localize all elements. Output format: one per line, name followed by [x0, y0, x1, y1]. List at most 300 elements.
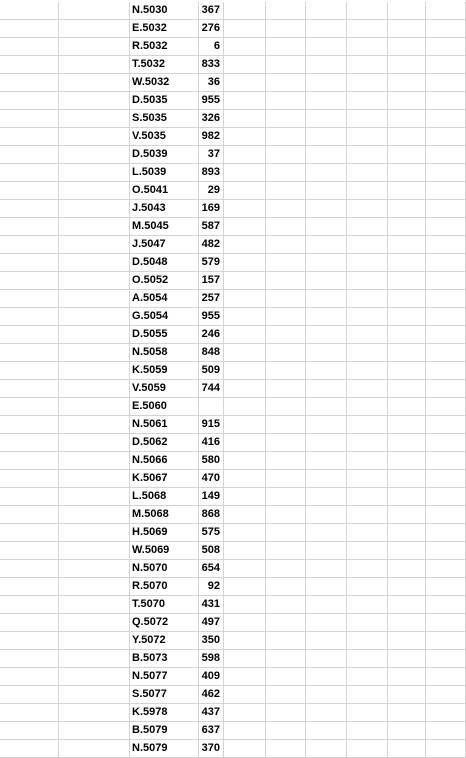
cell-empty[interactable]	[224, 344, 266, 362]
cell-code[interactable]: W.5069	[130, 542, 199, 560]
cell-empty[interactable]	[388, 56, 426, 74]
cell-empty[interactable]	[347, 650, 388, 668]
cell-value[interactable]: 149	[199, 488, 224, 506]
cell-value[interactable]: 982	[199, 128, 224, 146]
cell-empty[interactable]	[266, 74, 306, 92]
cell-empty[interactable]	[347, 596, 388, 614]
cell-empty[interactable]	[266, 182, 306, 200]
cell-empty[interactable]	[347, 2, 388, 20]
cell-empty[interactable]	[266, 128, 306, 146]
cell-empty[interactable]	[347, 578, 388, 596]
cell-empty[interactable]	[59, 470, 130, 488]
cell-empty[interactable]	[224, 236, 266, 254]
cell-empty[interactable]	[59, 632, 130, 650]
cell-empty[interactable]	[224, 668, 266, 686]
cell-empty[interactable]	[306, 506, 347, 524]
cell-empty[interactable]	[0, 182, 59, 200]
cell-empty[interactable]	[426, 596, 466, 614]
cell-empty[interactable]	[266, 686, 306, 704]
cell-empty[interactable]	[224, 56, 266, 74]
cell-empty[interactable]	[59, 2, 130, 20]
cell-empty[interactable]	[306, 74, 347, 92]
cell-empty[interactable]	[0, 380, 59, 398]
cell-empty[interactable]	[224, 650, 266, 668]
cell-empty[interactable]	[59, 434, 130, 452]
cell-empty[interactable]	[224, 110, 266, 128]
cell-empty[interactable]	[347, 344, 388, 362]
cell-empty[interactable]	[224, 434, 266, 452]
cell-value[interactable]: 575	[199, 524, 224, 542]
cell-value[interactable]: 915	[199, 416, 224, 434]
cell-empty[interactable]	[59, 326, 130, 344]
cell-code[interactable]: N.5066	[130, 452, 199, 470]
cell-empty[interactable]	[224, 164, 266, 182]
cell-empty[interactable]	[426, 704, 466, 722]
cell-empty[interactable]	[224, 74, 266, 92]
cell-empty[interactable]	[426, 740, 466, 758]
cell-value[interactable]: 497	[199, 614, 224, 632]
cell-empty[interactable]	[0, 308, 59, 326]
cell-empty[interactable]	[224, 218, 266, 236]
cell-empty[interactable]	[306, 218, 347, 236]
cell-value[interactable]: 437	[199, 704, 224, 722]
cell-empty[interactable]	[306, 164, 347, 182]
cell-code[interactable]: V.5035	[130, 128, 199, 146]
cell-empty[interactable]	[388, 470, 426, 488]
cell-value[interactable]: 637	[199, 722, 224, 740]
cell-empty[interactable]	[388, 20, 426, 38]
cell-empty[interactable]	[426, 524, 466, 542]
cell-empty[interactable]	[266, 200, 306, 218]
cell-empty[interactable]	[266, 362, 306, 380]
cell-empty[interactable]	[347, 218, 388, 236]
cell-value[interactable]: 431	[199, 596, 224, 614]
cell-empty[interactable]	[59, 344, 130, 362]
cell-empty[interactable]	[426, 290, 466, 308]
cell-empty[interactable]	[426, 434, 466, 452]
cell-empty[interactable]	[59, 200, 130, 218]
cell-empty[interactable]	[59, 56, 130, 74]
cell-empty[interactable]	[426, 650, 466, 668]
cell-empty[interactable]	[426, 308, 466, 326]
cell-empty[interactable]	[266, 668, 306, 686]
cell-value[interactable]: 326	[199, 110, 224, 128]
cell-empty[interactable]	[306, 200, 347, 218]
cell-empty[interactable]	[306, 110, 347, 128]
cell-empty[interactable]	[266, 452, 306, 470]
cell-empty[interactable]	[388, 74, 426, 92]
cell-empty[interactable]	[266, 2, 306, 20]
cell-empty[interactable]	[306, 632, 347, 650]
cell-empty[interactable]	[0, 488, 59, 506]
cell-empty[interactable]	[306, 704, 347, 722]
cell-empty[interactable]	[347, 326, 388, 344]
cell-empty[interactable]	[0, 2, 59, 20]
cell-empty[interactable]	[388, 704, 426, 722]
cell-empty[interactable]	[59, 614, 130, 632]
cell-value[interactable]: 276	[199, 20, 224, 38]
cell-empty[interactable]	[306, 20, 347, 38]
cell-empty[interactable]	[347, 308, 388, 326]
cell-empty[interactable]	[224, 632, 266, 650]
cell-empty[interactable]	[388, 668, 426, 686]
cell-empty[interactable]	[388, 380, 426, 398]
cell-empty[interactable]	[347, 272, 388, 290]
cell-code[interactable]: D.5055	[130, 326, 199, 344]
cell-code[interactable]: L.5068	[130, 488, 199, 506]
cell-code[interactable]: J.5047	[130, 236, 199, 254]
cell-empty[interactable]	[266, 488, 306, 506]
cell-empty[interactable]	[347, 722, 388, 740]
cell-empty[interactable]	[59, 218, 130, 236]
cell-empty[interactable]	[0, 128, 59, 146]
cell-value[interactable]: 955	[199, 308, 224, 326]
cell-empty[interactable]	[388, 344, 426, 362]
cell-empty[interactable]	[306, 524, 347, 542]
cell-empty[interactable]	[426, 110, 466, 128]
cell-empty[interactable]	[426, 722, 466, 740]
cell-empty[interactable]	[388, 722, 426, 740]
cell-empty[interactable]	[224, 20, 266, 38]
cell-empty[interactable]	[0, 110, 59, 128]
cell-empty[interactable]	[59, 164, 130, 182]
cell-code[interactable]: A.5054	[130, 290, 199, 308]
cell-code[interactable]: T.5070	[130, 596, 199, 614]
cell-empty[interactable]	[388, 416, 426, 434]
cell-empty[interactable]	[224, 704, 266, 722]
cell-empty[interactable]	[388, 182, 426, 200]
cell-empty[interactable]	[266, 236, 306, 254]
cell-empty[interactable]	[426, 632, 466, 650]
cell-empty[interactable]	[266, 704, 306, 722]
cell-empty[interactable]	[347, 200, 388, 218]
cell-empty[interactable]	[388, 254, 426, 272]
cell-code[interactable]: M.5068	[130, 506, 199, 524]
cell-empty[interactable]	[224, 578, 266, 596]
cell-code[interactable]: O.5052	[130, 272, 199, 290]
cell-empty[interactable]	[59, 290, 130, 308]
cell-empty[interactable]	[347, 452, 388, 470]
cell-empty[interactable]	[59, 308, 130, 326]
cell-empty[interactable]	[59, 362, 130, 380]
cell-empty[interactable]	[0, 92, 59, 110]
cell-empty[interactable]	[0, 398, 59, 416]
cell-empty[interactable]	[306, 272, 347, 290]
cell-empty[interactable]	[59, 416, 130, 434]
cell-empty[interactable]	[388, 128, 426, 146]
cell-empty[interactable]	[0, 650, 59, 668]
cell-empty[interactable]	[388, 38, 426, 56]
cell-empty[interactable]	[266, 20, 306, 38]
cell-empty[interactable]	[426, 146, 466, 164]
cell-code[interactable]: H.5069	[130, 524, 199, 542]
cell-empty[interactable]	[347, 92, 388, 110]
cell-empty[interactable]	[347, 740, 388, 758]
cell-empty[interactable]	[426, 20, 466, 38]
cell-empty[interactable]	[426, 668, 466, 686]
cell-empty[interactable]	[59, 146, 130, 164]
cell-empty[interactable]	[388, 362, 426, 380]
cell-value[interactable]: 29	[199, 182, 224, 200]
cell-empty[interactable]	[0, 20, 59, 38]
cell-empty[interactable]	[347, 704, 388, 722]
cell-empty[interactable]	[426, 2, 466, 20]
cell-empty[interactable]	[426, 614, 466, 632]
cell-value[interactable]: 654	[199, 560, 224, 578]
cell-empty[interactable]	[224, 488, 266, 506]
cell-empty[interactable]	[426, 398, 466, 416]
cell-empty[interactable]	[0, 542, 59, 560]
cell-empty[interactable]	[306, 614, 347, 632]
cell-empty[interactable]	[306, 254, 347, 272]
cell-empty[interactable]	[388, 200, 426, 218]
cell-empty[interactable]	[0, 740, 59, 758]
cell-empty[interactable]	[306, 686, 347, 704]
cell-empty[interactable]	[347, 146, 388, 164]
cell-empty[interactable]	[266, 596, 306, 614]
cell-empty[interactable]	[224, 722, 266, 740]
cell-code[interactable]: R.5032	[130, 38, 199, 56]
cell-value[interactable]	[199, 398, 224, 416]
cell-empty[interactable]	[59, 650, 130, 668]
cell-empty[interactable]	[224, 290, 266, 308]
cell-empty[interactable]	[306, 326, 347, 344]
cell-empty[interactable]	[224, 146, 266, 164]
cell-value[interactable]: 587	[199, 218, 224, 236]
cell-empty[interactable]	[266, 542, 306, 560]
cell-value[interactable]: 509	[199, 362, 224, 380]
cell-empty[interactable]	[306, 380, 347, 398]
cell-empty[interactable]	[388, 488, 426, 506]
cell-empty[interactable]	[388, 290, 426, 308]
cell-empty[interactable]	[306, 362, 347, 380]
cell-empty[interactable]	[0, 146, 59, 164]
cell-code[interactable]: N.5077	[130, 668, 199, 686]
cell-empty[interactable]	[306, 542, 347, 560]
cell-empty[interactable]	[388, 632, 426, 650]
cell-empty[interactable]	[388, 560, 426, 578]
cell-empty[interactable]	[347, 614, 388, 632]
cell-code[interactable]: E.5060	[130, 398, 199, 416]
cell-empty[interactable]	[306, 344, 347, 362]
cell-empty[interactable]	[306, 146, 347, 164]
cell-empty[interactable]	[266, 254, 306, 272]
cell-empty[interactable]	[59, 182, 130, 200]
cell-empty[interactable]	[224, 254, 266, 272]
cell-empty[interactable]	[224, 128, 266, 146]
cell-value[interactable]: 92	[199, 578, 224, 596]
cell-empty[interactable]	[266, 524, 306, 542]
cell-code[interactable]: K.5067	[130, 470, 199, 488]
cell-empty[interactable]	[347, 236, 388, 254]
cell-empty[interactable]	[59, 506, 130, 524]
cell-empty[interactable]	[347, 686, 388, 704]
cell-value[interactable]: 744	[199, 380, 224, 398]
cell-empty[interactable]	[0, 524, 59, 542]
cell-code[interactable]: S.5035	[130, 110, 199, 128]
cell-code[interactable]: R.5070	[130, 578, 199, 596]
cell-empty[interactable]	[426, 452, 466, 470]
cell-empty[interactable]	[266, 146, 306, 164]
cell-empty[interactable]	[266, 722, 306, 740]
cell-empty[interactable]	[266, 740, 306, 758]
cell-empty[interactable]	[224, 380, 266, 398]
cell-code[interactable]: N.5061	[130, 416, 199, 434]
cell-empty[interactable]	[306, 650, 347, 668]
cell-empty[interactable]	[426, 578, 466, 596]
cell-empty[interactable]	[426, 488, 466, 506]
cell-empty[interactable]	[59, 686, 130, 704]
cell-empty[interactable]	[59, 92, 130, 110]
cell-empty[interactable]	[388, 164, 426, 182]
cell-empty[interactable]	[347, 128, 388, 146]
cell-empty[interactable]	[426, 380, 466, 398]
cell-empty[interactable]	[266, 398, 306, 416]
cell-empty[interactable]	[347, 182, 388, 200]
cell-empty[interactable]	[347, 542, 388, 560]
cell-empty[interactable]	[347, 362, 388, 380]
cell-value[interactable]: 462	[199, 686, 224, 704]
cell-empty[interactable]	[426, 236, 466, 254]
cell-empty[interactable]	[266, 506, 306, 524]
cell-empty[interactable]	[347, 560, 388, 578]
cell-empty[interactable]	[59, 236, 130, 254]
cell-empty[interactable]	[59, 578, 130, 596]
cell-empty[interactable]	[0, 704, 59, 722]
cell-empty[interactable]	[59, 38, 130, 56]
cell-empty[interactable]	[266, 470, 306, 488]
cell-empty[interactable]	[426, 254, 466, 272]
cell-empty[interactable]	[0, 272, 59, 290]
cell-code[interactable]: M.5045	[130, 218, 199, 236]
cell-empty[interactable]	[224, 2, 266, 20]
cell-empty[interactable]	[426, 92, 466, 110]
cell-empty[interactable]	[0, 434, 59, 452]
cell-empty[interactable]	[306, 452, 347, 470]
cell-code[interactable]: N.5079	[130, 740, 199, 758]
cell-empty[interactable]	[266, 326, 306, 344]
cell-empty[interactable]	[224, 362, 266, 380]
cell-empty[interactable]	[347, 506, 388, 524]
cell-value[interactable]: 409	[199, 668, 224, 686]
cell-empty[interactable]	[224, 542, 266, 560]
cell-empty[interactable]	[59, 488, 130, 506]
cell-empty[interactable]	[347, 20, 388, 38]
cell-empty[interactable]	[426, 470, 466, 488]
cell-empty[interactable]	[306, 596, 347, 614]
cell-empty[interactable]	[266, 56, 306, 74]
cell-empty[interactable]	[266, 218, 306, 236]
cell-empty[interactable]	[224, 740, 266, 758]
cell-empty[interactable]	[306, 578, 347, 596]
cell-empty[interactable]	[426, 344, 466, 362]
cell-value[interactable]: 246	[199, 326, 224, 344]
cell-empty[interactable]	[59, 524, 130, 542]
cell-empty[interactable]	[306, 416, 347, 434]
cell-empty[interactable]	[388, 398, 426, 416]
cell-empty[interactable]	[306, 668, 347, 686]
cell-empty[interactable]	[224, 614, 266, 632]
cell-empty[interactable]	[347, 56, 388, 74]
cell-empty[interactable]	[266, 650, 306, 668]
cell-empty[interactable]	[224, 272, 266, 290]
cell-empty[interactable]	[59, 380, 130, 398]
cell-empty[interactable]	[426, 686, 466, 704]
cell-value[interactable]: 580	[199, 452, 224, 470]
cell-code[interactable]: B.5079	[130, 722, 199, 740]
cell-value[interactable]: 37	[199, 146, 224, 164]
cell-empty[interactable]	[426, 74, 466, 92]
cell-empty[interactable]	[0, 452, 59, 470]
cell-empty[interactable]	[224, 560, 266, 578]
cell-empty[interactable]	[306, 92, 347, 110]
cell-value[interactable]: 598	[199, 650, 224, 668]
cell-empty[interactable]	[0, 326, 59, 344]
cell-empty[interactable]	[59, 740, 130, 758]
cell-code[interactable]: E.5032	[130, 20, 199, 38]
cell-empty[interactable]	[426, 218, 466, 236]
cell-code[interactable]: K.5978	[130, 704, 199, 722]
cell-code[interactable]: B.5073	[130, 650, 199, 668]
cell-empty[interactable]	[266, 110, 306, 128]
cell-empty[interactable]	[388, 596, 426, 614]
cell-empty[interactable]	[426, 506, 466, 524]
cell-empty[interactable]	[224, 416, 266, 434]
cell-empty[interactable]	[224, 524, 266, 542]
cell-empty[interactable]	[59, 128, 130, 146]
cell-value[interactable]: 367	[199, 2, 224, 20]
cell-empty[interactable]	[266, 416, 306, 434]
cell-empty[interactable]	[224, 326, 266, 344]
cell-value[interactable]: 868	[199, 506, 224, 524]
cell-empty[interactable]	[0, 596, 59, 614]
cell-empty[interactable]	[306, 434, 347, 452]
cell-empty[interactable]	[59, 668, 130, 686]
cell-empty[interactable]	[347, 488, 388, 506]
cell-code[interactable]: L.5039	[130, 164, 199, 182]
cell-empty[interactable]	[347, 398, 388, 416]
cell-empty[interactable]	[59, 20, 130, 38]
cell-code[interactable]: Q.5072	[130, 614, 199, 632]
cell-value[interactable]: 416	[199, 434, 224, 452]
cell-empty[interactable]	[426, 128, 466, 146]
cell-empty[interactable]	[224, 308, 266, 326]
cell-empty[interactable]	[347, 632, 388, 650]
cell-value[interactable]: 893	[199, 164, 224, 182]
cell-empty[interactable]	[266, 344, 306, 362]
cell-code[interactable]: D.5035	[130, 92, 199, 110]
cell-empty[interactable]	[59, 74, 130, 92]
cell-code[interactable]: D.5039	[130, 146, 199, 164]
cell-empty[interactable]	[426, 416, 466, 434]
cell-empty[interactable]	[388, 434, 426, 452]
cell-empty[interactable]	[0, 236, 59, 254]
cell-empty[interactable]	[224, 470, 266, 488]
cell-empty[interactable]	[266, 632, 306, 650]
cell-empty[interactable]	[266, 308, 306, 326]
cell-value[interactable]: 257	[199, 290, 224, 308]
cell-empty[interactable]	[59, 596, 130, 614]
cell-value[interactable]: 955	[199, 92, 224, 110]
cell-empty[interactable]	[0, 254, 59, 272]
cell-empty[interactable]	[388, 542, 426, 560]
cell-empty[interactable]	[347, 110, 388, 128]
cell-empty[interactable]	[347, 164, 388, 182]
cell-empty[interactable]	[306, 308, 347, 326]
cell-empty[interactable]	[347, 668, 388, 686]
cell-empty[interactable]	[0, 38, 59, 56]
cell-empty[interactable]	[0, 686, 59, 704]
